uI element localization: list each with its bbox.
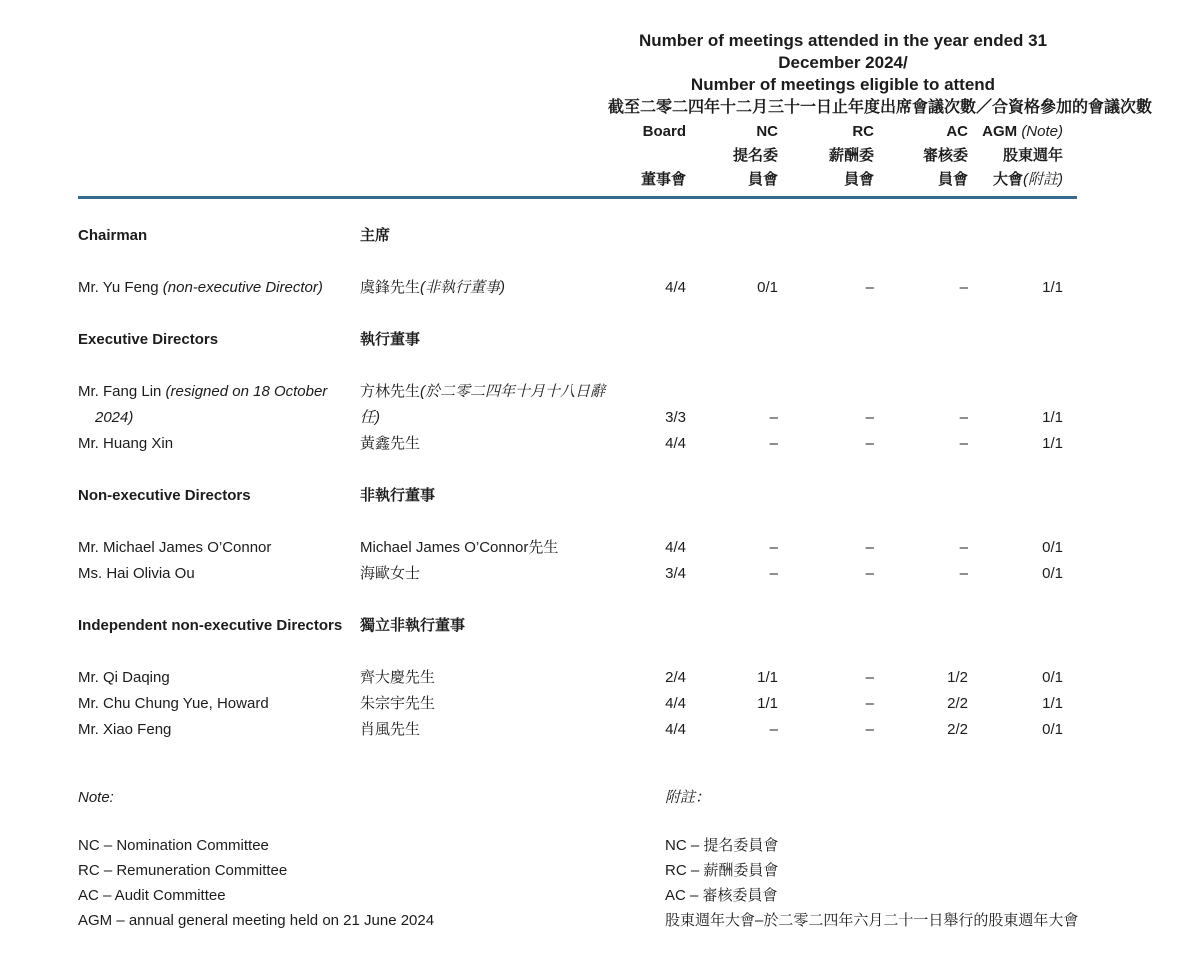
- director-name-en: [78, 561, 360, 587]
- note-item: AC – Audit Committee: [78, 887, 226, 904]
- director-name-en: [78, 717, 360, 743]
- director-name-zh-text: 齊大慶先生: [360, 669, 436, 686]
- note-item: NC – Nomination Committee: [78, 837, 269, 854]
- cell-agm: 1/1: [1042, 435, 1063, 452]
- cell-nc: 0/1: [757, 279, 778, 296]
- director-row: [78, 431, 1063, 457]
- cell-nc: –: [769, 409, 778, 426]
- director-row: [78, 379, 1063, 431]
- director-name-en-text: Mr. Yu Feng: [78, 279, 159, 296]
- table-body: [78, 223, 1179, 743]
- cell-board: 4/4: [665, 435, 686, 452]
- cell-rc: –: [865, 695, 874, 712]
- note-item: AC – 審核委員會: [665, 887, 778, 904]
- director-name-en: [78, 535, 360, 561]
- note-label-en: Note:: [78, 789, 114, 806]
- title-line-3-chinese: 截至二零二四年十二月三十一日止年度出席會議次數／合資格參加的會議次數: [608, 99, 1153, 116]
- director-name-en: [78, 275, 360, 301]
- section-heading-zh: 獨立非執行董事: [360, 617, 466, 634]
- director-name-zh-text: 黃鑫先生: [360, 435, 421, 452]
- director-name-zh: [360, 561, 622, 587]
- column-header-row: [78, 120, 1063, 192]
- director-name-zh-text: 肖風先生: [360, 721, 421, 738]
- section-heading-row: [78, 613, 1063, 639]
- director-name-zh: [360, 275, 622, 301]
- cell-ac: –: [959, 565, 968, 582]
- section-heading-zh: 執行董事: [360, 331, 421, 348]
- agm-note-marker-zh: (附註): [1023, 171, 1063, 188]
- note-items-zh: [665, 833, 1079, 933]
- column-header-nc: NC 提名委 員會: [732, 123, 778, 188]
- cell-board: 4/4: [665, 539, 686, 556]
- cell-agm: 1/1: [1042, 695, 1063, 712]
- cell-ac: 1/2: [947, 669, 968, 686]
- cell-nc: –: [769, 565, 778, 582]
- cell-nc: 1/1: [757, 695, 778, 712]
- director-row: [78, 665, 1063, 691]
- director-name-zh-text: 虞鋒先生: [360, 279, 421, 296]
- director-name-en: [78, 379, 360, 431]
- director-name-en-text: Mr. Huang Xin: [78, 435, 174, 452]
- cell-rc: –: [865, 539, 874, 556]
- cell-board: 3/4: [665, 565, 686, 582]
- director-name-en: [78, 691, 360, 717]
- director-name-en-text: Mr. Chu Chung Yue, Howard: [78, 695, 269, 712]
- section-heading-zh: 主席: [360, 227, 391, 244]
- director-name-en: [78, 665, 360, 691]
- director-name-zh-text: 海歐女士: [360, 565, 421, 582]
- cell-agm: 0/1: [1042, 669, 1063, 686]
- director-name-zh: [360, 665, 622, 691]
- cell-board: 3/3: [665, 409, 686, 426]
- notes-section: [78, 785, 1079, 933]
- section-heading-row: [78, 223, 1063, 249]
- section-heading-en: Non-executive Directors: [78, 487, 251, 504]
- cell-board: 2/4: [665, 669, 686, 686]
- title-line-1: Number of meetings attended in the year ended 31 December 2024/: [638, 31, 1048, 72]
- director-row: [78, 691, 1063, 717]
- director-name-zh-text: 方林先生: [360, 383, 421, 400]
- column-header-ac: AC 審核委 員會: [922, 123, 968, 188]
- cell-rc: –: [865, 721, 874, 738]
- director-name-zh-note: (非執行董事): [420, 279, 506, 296]
- cell-board: 4/4: [665, 279, 686, 296]
- director-name-en-text: Mr. Michael James O’Connor: [78, 539, 272, 556]
- cell-ac: –: [959, 279, 968, 296]
- title-line-2: Number of meetings eligible to attend: [690, 75, 996, 94]
- director-name-zh: [360, 717, 622, 743]
- director-name-en-text: Mr. Xiao Feng: [78, 721, 172, 738]
- note-item: AGM – annual general meeting held on 21 June 2024: [78, 912, 435, 929]
- cell-nc: –: [769, 435, 778, 452]
- cell-ac: 2/2: [947, 695, 968, 712]
- column-header-rc: RC 薪酬委 員會: [828, 123, 874, 188]
- director-name-zh: [360, 431, 622, 457]
- director-row: [78, 535, 1063, 561]
- cell-nc: –: [769, 539, 778, 556]
- director-row: [78, 275, 1063, 301]
- cell-board: 4/4: [665, 695, 686, 712]
- cell-agm: 0/1: [1042, 565, 1063, 582]
- director-name-zh: [360, 691, 622, 717]
- note-item: NC – 提名委員會: [665, 837, 779, 854]
- cell-agm: 1/1: [1042, 409, 1063, 426]
- director-row: [78, 561, 1063, 587]
- cell-ac: 2/2: [947, 721, 968, 738]
- cell-rc: –: [865, 279, 874, 296]
- cell-agm: 1/1: [1042, 279, 1063, 296]
- note-item: 股東週年大會–於二零二四年六月二十一日舉行的股東週年大會: [665, 912, 1079, 929]
- cell-agm: 0/1: [1042, 539, 1063, 556]
- director-name-zh: [360, 535, 622, 561]
- cell-board: 4/4: [665, 721, 686, 738]
- director-name-en-text: Ms. Hai Olivia Ou: [78, 565, 195, 582]
- director-name-en: [78, 431, 360, 457]
- section-heading-row: [78, 483, 1063, 509]
- note-item: RC – 薪酬委員會: [665, 862, 779, 879]
- director-name-en-note: (resigned on 18 October 2024): [95, 383, 328, 426]
- agm-note-marker: (Note): [1021, 123, 1063, 140]
- cell-rc: –: [865, 435, 874, 452]
- notes-english: [78, 785, 665, 933]
- director-name-en-note: (non-executive Director): [158, 279, 323, 296]
- cell-ac: –: [959, 409, 968, 426]
- director-name-en-text: Mr. Fang Lin: [78, 383, 162, 400]
- notes-chinese: [665, 785, 1079, 933]
- note-label-zh: 附註：: [665, 789, 711, 806]
- header-rule: [78, 196, 1077, 199]
- director-name-en-text: Mr. Qi Daqing: [78, 669, 170, 686]
- director-row: [78, 717, 1063, 743]
- note-item: RC – Remuneration Committee: [78, 862, 288, 879]
- cell-rc: –: [865, 409, 874, 426]
- cell-nc: 1/1: [757, 669, 778, 686]
- cell-agm: 0/1: [1042, 721, 1063, 738]
- section-heading-row: [78, 327, 1063, 353]
- cell-nc: –: [769, 721, 778, 738]
- director-name-zh-text: Michael James O’Connor先生: [360, 539, 559, 556]
- column-header-board: Board 董事會: [640, 123, 686, 188]
- section-heading-en: Executive Directors: [78, 331, 219, 348]
- director-name-zh: [360, 379, 622, 431]
- table-title-block: [608, 30, 1153, 120]
- director-name-zh-text: 朱宗宇先生: [360, 695, 436, 712]
- cell-rc: –: [865, 669, 874, 686]
- cell-ac: –: [959, 435, 968, 452]
- note-items-en: [78, 833, 665, 933]
- cell-rc: –: [865, 565, 874, 582]
- section-heading-zh: 非執行董事: [360, 487, 436, 504]
- director-name-zh-note: (於二零二四年十月十八日辭任): [360, 383, 606, 426]
- section-heading-en: Independent non-executive Directors: [78, 617, 343, 634]
- column-header-agm: AGM (Note) 股東週年 大會(附註): [982, 123, 1063, 188]
- section-heading-en: Chairman: [78, 227, 148, 244]
- cell-ac: –: [959, 539, 968, 556]
